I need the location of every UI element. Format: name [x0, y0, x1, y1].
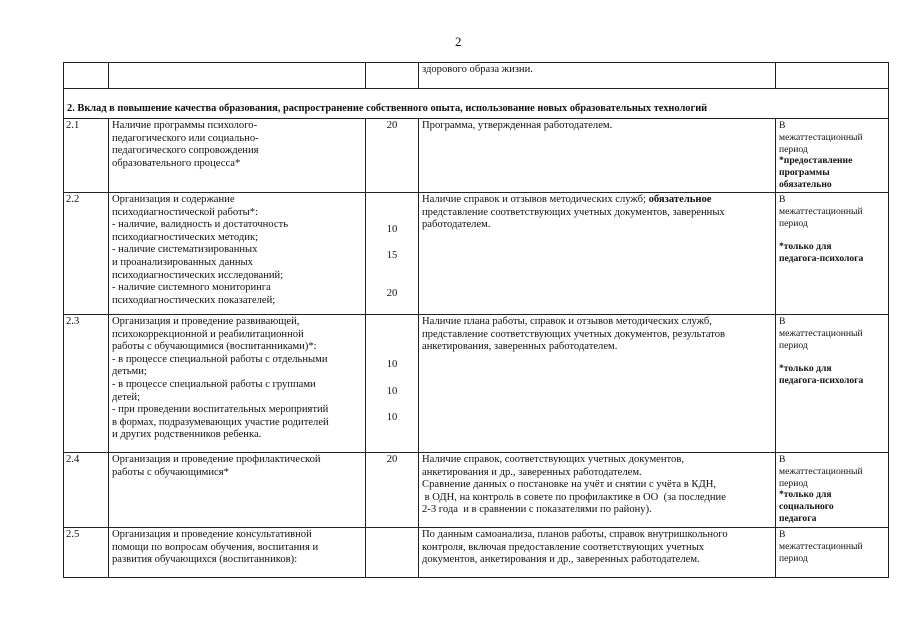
indicator-line: помощи по вопросам обучения, воспитания и	[112, 541, 319, 553]
note-bold-line: *предоставление	[779, 155, 853, 167]
cell-score	[366, 528, 419, 578]
note-bold-line: педагога-психолога	[779, 375, 864, 387]
table-row	[64, 453, 889, 528]
cell-note	[776, 63, 889, 89]
criteria-line: Сравнение данных о постановке на учёт и снятии с учёта в КДН,	[422, 479, 716, 491]
note-line: период	[779, 143, 808, 155]
note-bold-line: обязательно	[779, 178, 832, 190]
cell-criteria	[419, 315, 776, 453]
note-line: В	[779, 194, 786, 205]
indicator-line: работы с обучающимися*	[112, 466, 229, 478]
score-value: 10	[386, 385, 398, 397]
criteria-line: представление соответствующих учетных документов, результатов	[422, 328, 726, 340]
indicator-line: педагогического сопровождения	[112, 145, 259, 157]
criteria-line: представление соответствующих учетных документов, заверенных	[422, 206, 725, 218]
indicator-line: Организация и проведение консультативной	[112, 529, 312, 540]
indicator-line: Наличие программы психолого-	[112, 120, 258, 131]
indicator-line: - в процессе специальной работы с отдельными	[112, 353, 328, 365]
row-number: 2.3	[64, 315, 109, 453]
table-row	[64, 63, 889, 89]
section-title: 2. Вклад в повышение качества образования, распространение собственного опыта, использование новых образовательных технологий	[64, 89, 889, 119]
indicator-line: психокоррекционной и реабилитационной	[112, 328, 304, 340]
note-bold-line: *только для	[779, 241, 832, 253]
cell-note	[776, 119, 889, 193]
criteria-line: в ОДН, на контроль в совете по профилактике в ОО (за последние	[422, 491, 726, 503]
criteria-line: контроля, включая предоставление соответствующих учетных	[422, 541, 705, 553]
section-header-row	[64, 89, 889, 119]
criteria-line: 2-3 года и в сравнении с показателями по району).	[422, 504, 652, 516]
table-row	[64, 119, 889, 193]
note-line: межаттестационный	[779, 327, 863, 339]
row-number: 2.1	[64, 119, 109, 193]
criteria-line: Наличие плана работы, справок и отзывов методических служб,	[422, 316, 712, 327]
indicator-line: - наличие, валидность и достаточность	[112, 219, 289, 231]
table-row	[64, 315, 889, 453]
criteria-line: По данным самоанализа, планов работы, справок внутришкольного	[422, 529, 728, 540]
note-bold-line: педагога-психолога	[779, 253, 864, 265]
note-line: В	[779, 316, 786, 327]
indicator-line: - при проведении воспитательных мероприятий	[112, 404, 329, 416]
indicator-line: в формах, подразумевающих участие родителей	[112, 416, 329, 428]
indicator-line: - наличие систематизированных	[112, 244, 258, 256]
score-value: 20	[386, 120, 398, 131]
cell-score	[366, 193, 419, 315]
indicator-line: Организация и проведение профилактической	[112, 454, 321, 465]
indicator-line: детей;	[112, 391, 141, 403]
cell-indicator	[109, 453, 366, 528]
cell-num	[64, 63, 109, 89]
row-number: 2.5	[64, 528, 109, 578]
indicator-line: педагогического или социально-	[112, 132, 259, 144]
indicator-line: детьми;	[112, 366, 147, 378]
criteria-line: здорового образа жизни.	[422, 64, 533, 75]
note-bold-line: программы	[779, 167, 830, 179]
indicator-line: - в процессе специальной работы с группами	[112, 378, 316, 390]
note-line: В	[779, 454, 786, 465]
note-line: период	[779, 477, 808, 489]
indicator-line: образовательного процесса*	[112, 157, 241, 169]
indicator-line: психодиагностических исследований;	[112, 269, 284, 281]
table-row	[64, 193, 889, 315]
score-value: 10	[386, 359, 398, 370]
cell-score	[366, 315, 419, 453]
score-value: 20	[386, 454, 398, 465]
cell-criteria	[419, 528, 776, 578]
note-bold-line: *только для	[779, 489, 832, 501]
note-line: период	[779, 217, 808, 229]
indicator-line: психодиагностической работы*:	[112, 206, 259, 218]
cell-note	[776, 453, 889, 528]
cell-indicator	[109, 119, 366, 193]
page-number: 2	[455, 34, 462, 49]
indicator-line: - наличие системного мониторинга	[112, 282, 271, 294]
criteria-line: анкетирования, заверенных работодателем.	[422, 341, 618, 353]
criteria-line: работодателем.	[422, 219, 491, 231]
indicator-line: и других родственников ребенка.	[112, 429, 262, 441]
cell-indicator	[109, 315, 366, 453]
score-value: 20	[386, 288, 398, 300]
cell-indicator	[109, 528, 366, 578]
indicator-line: психодиагностических методик;	[112, 231, 259, 243]
cell-note	[776, 193, 889, 315]
note-line: межаттестационный	[779, 540, 863, 552]
note-bold-line: *только для	[779, 363, 832, 375]
indicator-line: Организация и проведение развивающей,	[112, 316, 300, 327]
table-row	[64, 528, 889, 578]
note-bold-line: социального	[779, 501, 834, 513]
cell-criteria	[419, 193, 776, 315]
criteria-line: документов, анкетирования и др., заверенных работодателем.	[422, 554, 700, 566]
cell-indicator	[109, 193, 366, 315]
criteria-line: Наличие справок, соответствующих учетных документов,	[422, 454, 684, 465]
criteria-line: Программа, утвержденная работодателем.	[422, 120, 613, 131]
note-bold-line: педагога	[779, 512, 817, 524]
note-line: период	[779, 339, 808, 351]
indicator-line: развития обучающихся (воспитанников):	[112, 554, 298, 566]
note-line: межаттестационный	[779, 131, 863, 143]
criteria-line: анкетирования и др., заверенных работодателем.	[422, 466, 642, 478]
score-value: 10	[386, 412, 398, 424]
indicator-line: и проанализированных данных	[112, 256, 253, 268]
indicator-line: Организация и содержание	[112, 194, 235, 205]
row-number: 2.4	[64, 453, 109, 528]
cell-note	[776, 528, 889, 578]
score-value: 10	[386, 224, 398, 235]
indicator-line: работы с обучающимися (воспитанниками)*:	[112, 341, 317, 353]
note-line: В	[779, 529, 786, 540]
cell-score	[366, 453, 419, 528]
note-line: В	[779, 120, 786, 131]
cell-note	[776, 315, 889, 453]
note-line: межаттестационный	[779, 205, 863, 217]
note-line: межаттестационный	[779, 465, 863, 477]
cell-score	[366, 63, 419, 89]
indicator-line: психодиагностических показателей;	[112, 294, 276, 306]
cell-criteria	[419, 453, 776, 528]
score-value: 15	[386, 249, 398, 261]
cell-score	[366, 119, 419, 193]
row-number: 2.2	[64, 193, 109, 315]
cell-criteria	[419, 119, 776, 193]
cell-indicator	[109, 63, 366, 89]
criteria-bold-text: обязательное	[648, 194, 712, 205]
criteria-table	[63, 62, 889, 578]
criteria-text: Наличие справок и отзывов методических служб;	[422, 194, 649, 205]
cell-criteria	[419, 63, 776, 89]
note-line: период	[779, 552, 808, 564]
